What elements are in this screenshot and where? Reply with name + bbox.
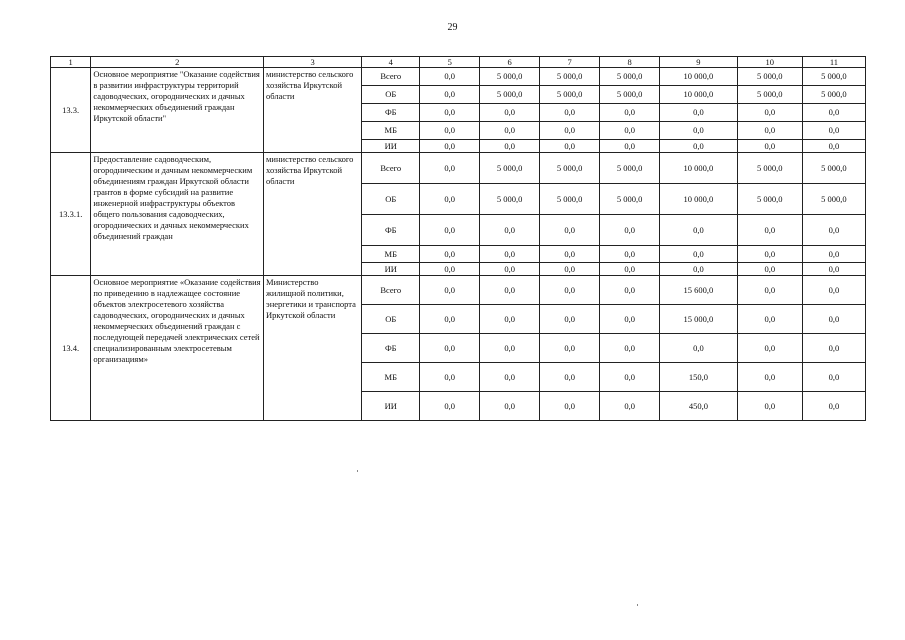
scan-speck <box>357 470 358 472</box>
amount-cell: 10 000,0 <box>660 68 738 86</box>
column-header: 6 <box>480 57 540 68</box>
item-number: 13.3.1. <box>51 153 91 276</box>
funding-source: ОБ <box>362 305 420 334</box>
item-executor: Министерство жилищной политики, энергетики и транспорта Иркутской области <box>264 276 362 421</box>
amount-cell: 0,0 <box>600 263 660 276</box>
amount-cell: 10 000,0 <box>660 153 738 184</box>
amount-cell: 0,0 <box>540 140 600 153</box>
funding-source: ИИ <box>362 263 420 276</box>
amount-cell: 150,0 <box>660 363 738 392</box>
amount-cell: 0,0 <box>480 140 540 153</box>
column-header: 11 <box>802 57 865 68</box>
item-number: 13.4. <box>51 276 91 421</box>
amount-cell: 5 000,0 <box>802 68 865 86</box>
funding-source: ФБ <box>362 104 420 122</box>
funding-source: Всего <box>362 276 420 305</box>
amount-cell: 0,0 <box>480 392 540 421</box>
column-header: 1 <box>51 57 91 68</box>
amount-cell: 0,0 <box>480 215 540 246</box>
amount-cell: 5 000,0 <box>737 184 802 215</box>
amount-cell: 0,0 <box>660 122 738 140</box>
funding-source: ИИ <box>362 140 420 153</box>
amount-cell: 0,0 <box>600 215 660 246</box>
table-row <box>51 153 866 184</box>
amount-cell: 0,0 <box>600 334 660 363</box>
amount-cell: 0,0 <box>420 276 480 305</box>
funding-source: Всего <box>362 153 420 184</box>
amount-cell: 5 000,0 <box>737 68 802 86</box>
amount-cell: 0,0 <box>737 122 802 140</box>
amount-cell: 0,0 <box>802 263 865 276</box>
amount-cell: 5 000,0 <box>802 184 865 215</box>
amount-cell: 0,0 <box>600 305 660 334</box>
amount-cell: 0,0 <box>802 140 865 153</box>
amount-cell: 10 000,0 <box>660 184 738 215</box>
amount-cell: 0,0 <box>660 263 738 276</box>
amount-cell: 0,0 <box>540 305 600 334</box>
amount-cell: 0,0 <box>540 263 600 276</box>
amount-cell: 0,0 <box>420 140 480 153</box>
item-description: Основное мероприятие "Оказание содействия в развитии инфраструктуры территорий садоводческих, огороднических и дачных некоммерческих объединений граждан Иркутской области" <box>91 68 264 153</box>
item-executor: министерство сельского хозяйства Иркутской области <box>264 153 362 276</box>
amount-cell: 0,0 <box>660 104 738 122</box>
amount-cell: 0,0 <box>540 246 600 263</box>
amount-cell: 0,0 <box>420 263 480 276</box>
amount-cell: 0,0 <box>802 104 865 122</box>
amount-cell: 0,0 <box>737 334 802 363</box>
amount-cell: 0,0 <box>737 104 802 122</box>
amount-cell: 5 000,0 <box>480 153 540 184</box>
table-row <box>51 68 866 86</box>
amount-cell: 0,0 <box>802 122 865 140</box>
amount-cell: 5 000,0 <box>600 68 660 86</box>
item-description: Предоставление садоводческим, огородническим и дачным некоммерческим объединениям граждан Иркутской области грантов в форме субсидий на развитие инженерной инфраструктуры объектов общего пользования садоводческих, огороднических и дачных некоммерческих объединений граждан <box>91 153 264 276</box>
amount-cell: 5 000,0 <box>600 153 660 184</box>
amount-cell: 5 000,0 <box>737 86 802 104</box>
amount-cell: 0,0 <box>660 334 738 363</box>
funding-source: МБ <box>362 122 420 140</box>
column-header: 10 <box>737 57 802 68</box>
amount-cell: 0,0 <box>737 392 802 421</box>
amount-cell: 0,0 <box>737 263 802 276</box>
amount-cell: 0,0 <box>540 276 600 305</box>
funding-source: Всего <box>362 68 420 86</box>
amount-cell: 0,0 <box>540 122 600 140</box>
funding-source: ФБ <box>362 215 420 246</box>
header-row <box>51 57 866 68</box>
amount-cell: 0,0 <box>420 86 480 104</box>
amount-cell: 0,0 <box>600 140 660 153</box>
amount-cell: 0,0 <box>540 104 600 122</box>
amount-cell: 0,0 <box>737 305 802 334</box>
amount-cell: 0,0 <box>480 305 540 334</box>
column-header: 4 <box>362 57 420 68</box>
amount-cell: 5 000,0 <box>540 184 600 215</box>
amount-cell: 5 000,0 <box>600 184 660 215</box>
amount-cell: 0,0 <box>480 334 540 363</box>
item-executor: министерство сельского хозяйства Иркутской области <box>264 68 362 153</box>
amount-cell: 0,0 <box>540 334 600 363</box>
amount-cell: 0,0 <box>802 363 865 392</box>
amount-cell: 5 000,0 <box>480 68 540 86</box>
amount-cell: 0,0 <box>420 104 480 122</box>
amount-cell: 0,0 <box>420 184 480 215</box>
amount-cell: 0,0 <box>660 140 738 153</box>
amount-cell: 10 000,0 <box>660 86 738 104</box>
amount-cell: 0,0 <box>480 104 540 122</box>
amount-cell: 5 000,0 <box>737 153 802 184</box>
funding-source: ФБ <box>362 334 420 363</box>
amount-cell: 0,0 <box>802 215 865 246</box>
amount-cell: 5 000,0 <box>802 86 865 104</box>
column-header: 7 <box>540 57 600 68</box>
funding-source: ОБ <box>362 184 420 215</box>
item-description: Основное мероприятие «Оказание содействия по приведению в надлежащее состояние объектов электросетевого хозяйства садоводческих, огороднических и дачных некоммерческих объединений граждан с последующей передачей электрических сетей специализированным электросетевым организациям» <box>91 276 264 421</box>
amount-cell: 0,0 <box>480 363 540 392</box>
amount-cell: 0,0 <box>420 122 480 140</box>
amount-cell: 5 000,0 <box>802 153 865 184</box>
amount-cell: 0,0 <box>420 305 480 334</box>
amount-cell: 0,0 <box>600 363 660 392</box>
amount-cell: 0,0 <box>420 215 480 246</box>
funding-source: ИИ <box>362 392 420 421</box>
amount-cell: 0,0 <box>420 392 480 421</box>
amount-cell: 0,0 <box>737 276 802 305</box>
amount-cell: 0,0 <box>802 246 865 263</box>
amount-cell: 0,0 <box>737 215 802 246</box>
table-row <box>51 276 866 305</box>
amount-cell: 0,0 <box>420 246 480 263</box>
amount-cell: 5 000,0 <box>540 153 600 184</box>
amount-cell: 5 000,0 <box>480 86 540 104</box>
amount-cell: 5 000,0 <box>540 86 600 104</box>
amount-cell: 0,0 <box>737 363 802 392</box>
amount-cell: 0,0 <box>737 246 802 263</box>
funding-source: МБ <box>362 363 420 392</box>
column-header: 9 <box>660 57 738 68</box>
amount-cell: 0,0 <box>420 363 480 392</box>
amount-cell: 0,0 <box>540 363 600 392</box>
funding-source: ОБ <box>362 86 420 104</box>
amount-cell: 0,0 <box>802 334 865 363</box>
amount-cell: 0,0 <box>420 68 480 86</box>
column-header: 8 <box>600 57 660 68</box>
amount-cell: 0,0 <box>600 104 660 122</box>
amount-cell: 5 000,0 <box>480 184 540 215</box>
amount-cell: 0,0 <box>802 392 865 421</box>
amount-cell: 0,0 <box>600 276 660 305</box>
column-header: 2 <box>91 57 264 68</box>
scan-speck <box>637 604 638 606</box>
amount-cell: 0,0 <box>737 140 802 153</box>
amount-cell: 0,0 <box>600 122 660 140</box>
amount-cell: 0,0 <box>540 392 600 421</box>
amount-cell: 15 600,0 <box>660 276 738 305</box>
amount-cell: 0,0 <box>600 392 660 421</box>
amount-cell: 0,0 <box>600 246 660 263</box>
page-number: 29 <box>447 22 458 33</box>
amount-cell: 0,0 <box>540 215 600 246</box>
budget-table <box>50 56 866 421</box>
item-number: 13.3. <box>51 68 91 153</box>
amount-cell: 0,0 <box>420 153 480 184</box>
column-header: 5 <box>420 57 480 68</box>
amount-cell: 15 000,0 <box>660 305 738 334</box>
amount-cell: 0,0 <box>802 276 865 305</box>
amount-cell: 0,0 <box>420 334 480 363</box>
amount-cell: 0,0 <box>480 276 540 305</box>
amount-cell: 0,0 <box>660 246 738 263</box>
amount-cell: 0,0 <box>660 215 738 246</box>
amount-cell: 5 000,0 <box>540 68 600 86</box>
amount-cell: 450,0 <box>660 392 738 421</box>
column-header: 3 <box>264 57 362 68</box>
amount-cell: 5 000,0 <box>600 86 660 104</box>
amount-cell: 0,0 <box>480 246 540 263</box>
amount-cell: 0,0 <box>802 305 865 334</box>
amount-cell: 0,0 <box>480 122 540 140</box>
amount-cell: 0,0 <box>480 263 540 276</box>
funding-source: МБ <box>362 246 420 263</box>
